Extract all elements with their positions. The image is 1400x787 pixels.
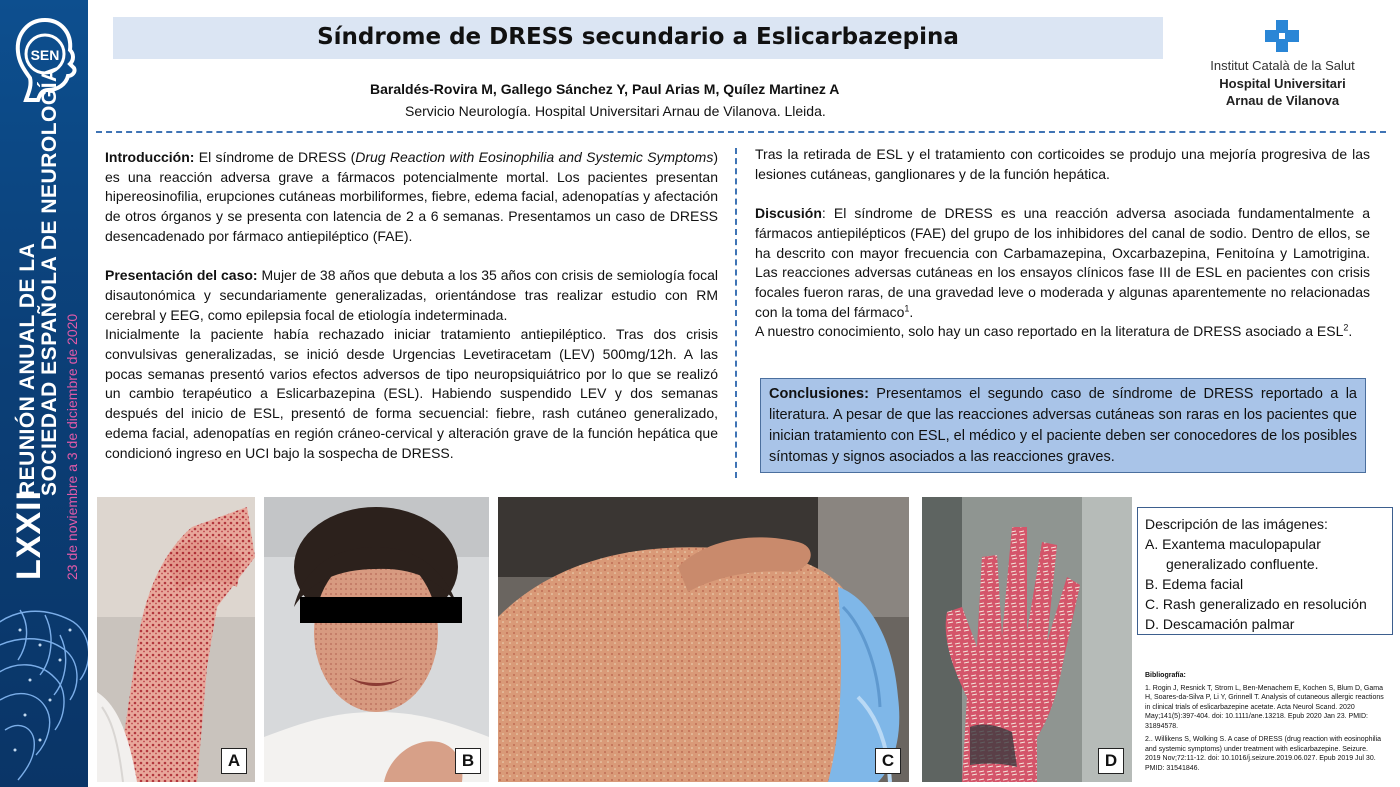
arm-rash-image [97,497,255,782]
meeting-line-1: REUNIÓN ANUAL DE LA [16,242,39,496]
affiliation: Servicio Neurología. Hospital Universitari Arnau de Vilanova. Lleida. [405,103,826,119]
leg-rash-image [498,497,909,782]
discussion-conclusion-line: A nuestro conocimiento, solo hay un caso reportado en la literatura de DRESS asociado a ESL$^2$. [755,322,1353,340]
column-divider [735,148,737,478]
hospital-name-line-2: Arnau de Vilanova [1225,93,1340,108]
conference-sidebar [0,0,88,787]
title-band [113,17,1163,59]
institution-name: Institut Català de la Salut [1210,58,1355,73]
svg-text:SEN: SEN [30,47,60,63]
case-section-part-1: Presentación del caso: Mujer de 38 años que debuta a los 35 años con crisis de semiología focal disautonómica y secundariamente generalizadas, orientándose tras realizar estudio con RM cerebral y EEG, como epilepsia focal de etiología indeterminada. [105,267,718,323]
description-a-continued: generalizado confluente. [1166,556,1319,572]
photo-c-leg-rash [498,497,909,782]
right-column [755,145,1370,342]
poster-title: Síndrome de DRESS secundario a Eslicarbazepina [317,24,959,50]
left-column [105,148,718,463]
photo-c-label: C [875,748,901,774]
case-heading: Presentación del caso: [105,267,258,284]
bibliography [1145,671,1385,777]
meeting-banner [4,0,84,580]
meeting-number: LXXII [10,489,48,580]
photo-b-label: B [455,748,481,774]
health-cross-icon [1265,20,1299,52]
description-title: Descripción de las imágenes: [1145,516,1328,532]
hospital-name-line-1: Hospital Universitari [1219,76,1346,91]
description-c: C. Rash generalizado en resolución [1145,596,1367,612]
conclusions-box: Conclusiones: Presentamos el segundo caso de síndrome de DRESS reportado a la literatura. A pesar de que las reacciones adversas cutáneas son raras en los pacientes que inician tratamiento con ESL, el médico y el paciente deben ser conocedores de los posibles síntomas y signos asociados a las reacciones graves. [760,378,1366,473]
photo-a-arm-rash [97,497,255,782]
meeting-line-2: SOCIEDAD ESPAÑOLA DE NEUROLOGÍA [38,66,61,496]
photo-d-palm-desquamation [922,497,1132,782]
authors: Baraldés-Rovira M, Gallego Sánchez Y, Paul Arias M, Quílez Martinez A [370,81,840,97]
photo-b-facial-edema [264,497,489,782]
introduction-heading: Introducción: [105,149,195,165]
palm-image [922,497,1132,782]
description-a: A. Exantema maculopapular [1145,536,1321,552]
dress-acronym-expansion: Drug Reaction with Eosinophilia and Systemic Symptoms [355,149,714,165]
discussion-heading: Discusión [755,205,822,222]
conclusions-heading: Conclusiones: [769,386,869,402]
description-b: B. Edema facial [1145,576,1244,592]
photo-d-label: D [1098,748,1124,774]
photo-a-label: A [221,748,247,774]
reference-1: 1. Rogin J, Resnick T, Strom L, Ben-Menachem E, Kochen S, Blum D, Gama H, Soares-da-Silva P, Li Y, Grinnell T. Analysis of cutaneous allergic reactions in clinical trials of eslicarbazepine acetate. Acta Neurol Scand. 2020 May;141(5):397-404. doi: 10.1111/ane.13218. Epub 2020 Jan 23. PMID: 31894578. [1145,684,1384,730]
description-d: D. Descamación palmar [1145,616,1295,632]
case-section-part-2: Inicialmente la paciente había rechazado iniciar tratamiento antiepiléptico. Tras dos crisis convulsivas generalizadas, se inició desde Urgencias Levetiracetam (LEV) 500mg/12h. A las pocas semanas presentó varios efectos adversos de tipo neuropsiquiátrico por lo que se realizó un cambio terapéutico a Eslicarbazepina (ESL). Habiendo suspendido LEV y dos semanas después del inicio de ESL, presentó de forma secuencial: fiebre, rash cutáneo generalizado, edema facial, adenopatías en región cráneo-cervical y alteración grave de la función hepática que condicionó ingreso en UCI bajo la sospecha de DRESS. [105,326,718,461]
discussion-section: Discusión: El síndrome de DRESS es una reacción adversa asociada fundamentalmente a fármacos antiepilépticos (FAE) del grupo de los inhibidores del canal de sodio. Dentro de ellos, se ha descrito con mayor frecuencia con Carbamazepina, Oxcarbazepina, Fenitoína y Lamotrigina. Las reacciones adversas cutáneas en los ensayos clínicos fase III de ESL en pacientes con crisis focales fueron raras, de una gravedad leve o moderada y algunas aparentemente no relacionadas con la toma del fármaco$^1$. [755,205,1370,320]
brain-illustration [0,590,88,787]
followup-paragraph: Tras la retirada de ESL y el tratamiento con corticoides se produjo una mejoría progresiva de las lesiones cutáneas, ganglionares y de la función hepática. [755,146,1370,182]
bibliography-title: Bibliografía: [1145,672,1186,679]
header-divider [96,131,1386,133]
introduction-section: Introducción: El síndrome de DRESS (Drug Reaction with Eosinophilia and Systemic Symptoms) es una reacción adversa grave a fármacos potencialmente mortal. Los pacientes presentan hipereosinofilia, erupciones cutáneas morbiliformes, fiebre, edema facial, adenopatías y afectación de otros órganos y se presenta con latencia de 2 a 6 semanas. Presentamos un caso de DRESS desencadenado por fármaco antiepiléptico (FAE). [105,149,718,244]
reference-2: 2.. Willikens S, Wolking S. A case of DRESS (drug reaction with eosinophilia and systemic symptoms) under treatment with eslicarbazepine. Seizure. 2019 Nov;72:11-12. doi: 10.1016/j.seizure.2019.06.027. Epub 2019 Jul 30. PMID: 31541846. [1145,736,1382,772]
meeting-dates: 23 de noviembre a 3 de diciembre de 2020 [64,313,80,580]
institution-logo [1195,20,1370,115]
image-description-box [1137,507,1393,635]
face-image [264,497,489,782]
